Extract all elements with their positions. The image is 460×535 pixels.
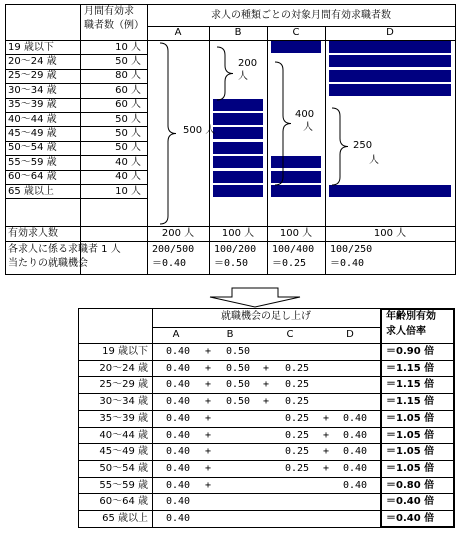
ratio-value: 100/400: [272, 244, 315, 255]
grid-line: [380, 343, 455, 344]
grid-line: [380, 443, 455, 444]
age-label: 45～49 歳: [8, 128, 57, 139]
grid-line: [78, 460, 380, 461]
plus-sign: +: [205, 363, 212, 374]
grid-line: [380, 477, 455, 478]
age-label: 65 歳以上: [102, 513, 148, 524]
brace-a-label: 500 人: [183, 125, 216, 136]
count-value: 40 人: [115, 171, 141, 182]
brace-d-label: 人: [369, 155, 379, 166]
age-label: 35～39 歳: [99, 413, 148, 424]
plus-sign: +: [323, 446, 330, 457]
column-header: B: [234, 27, 242, 38]
ratio-value: ＝0.40: [330, 258, 365, 269]
rate-value: ＝1.05 倍: [386, 430, 435, 441]
count-value: 50 人: [115, 128, 141, 139]
value-a: 0.40: [166, 379, 191, 390]
age-label: 65 歳以上: [8, 186, 54, 197]
value-a: 0.40: [166, 513, 191, 524]
value-c: 0.25: [285, 363, 310, 374]
grid-line: [78, 510, 380, 511]
grid-line: [78, 360, 380, 361]
brace-b-label: 200: [238, 58, 258, 69]
value-c: 0.25: [285, 430, 310, 441]
grid-line: [380, 410, 455, 411]
top-border: [78, 308, 380, 309]
value-c: 0.25: [285, 379, 310, 390]
value-b: 0.50: [226, 346, 251, 357]
ratio-value: ＝0.50: [214, 258, 249, 269]
ratio-label: 各求人に係る求職者 1 人: [8, 244, 121, 255]
grid-line: [380, 376, 455, 377]
effective-value: 200 人: [161, 228, 195, 239]
age-label: 50～54 歳: [99, 463, 148, 474]
age-label: 45～49 歳: [99, 446, 148, 457]
effective-value: 100 人: [279, 228, 313, 239]
plus-sign: +: [205, 463, 212, 474]
plus-sign: +: [323, 430, 330, 441]
value-a: 0.40: [166, 496, 191, 507]
count-value: 50 人: [115, 56, 141, 67]
age-label: 25～29 歳: [8, 70, 57, 81]
plus-sign: +: [205, 480, 212, 491]
rate-header: 年齢別有効: [386, 311, 436, 322]
grid-line: [78, 410, 380, 411]
age-label: 50～54 歳: [8, 142, 57, 153]
age-label: 60～64 歳: [8, 171, 57, 182]
grid-line: [152, 327, 380, 328]
value-a: 0.40: [166, 480, 191, 491]
age-label: 60～64 歳: [99, 496, 148, 507]
column-header: B: [226, 329, 234, 340]
value-d: 0.40: [343, 430, 368, 441]
value-d: 0.40: [343, 463, 368, 474]
brace-b-label: 人: [238, 71, 248, 82]
ratio-value: 200/500: [152, 244, 195, 255]
value-a: 0.40: [166, 446, 191, 457]
value-c: 0.25: [285, 446, 310, 457]
rate-header: 求人倍率: [386, 326, 426, 337]
rate-value: ＝1.15 倍: [386, 363, 435, 374]
column-header: A: [172, 329, 180, 340]
age-label: 19 歳以下: [102, 346, 148, 357]
value-a: 0.40: [166, 363, 191, 374]
age-label: 25～29 歳: [99, 379, 148, 390]
rate-value: ＝1.05 倍: [386, 446, 435, 457]
age-label: 30～34 歳: [8, 85, 57, 96]
grid-line: [78, 393, 380, 394]
value-a: 0.40: [166, 413, 191, 424]
rate-value: ＝1.05 倍: [386, 463, 435, 474]
count-value: 80 人: [115, 70, 141, 81]
age-label: 40～44 歳: [99, 430, 148, 441]
count-value: 60 人: [115, 99, 141, 110]
age-label: 55～59 歳: [99, 480, 148, 491]
value-a: 0.40: [166, 463, 191, 474]
value-a: 0.40: [166, 396, 191, 407]
header-title: 就職機会の足し上げ: [221, 311, 311, 322]
header-title: 求人の種類ごとの対象月間有効求職者数: [211, 10, 391, 21]
age-label: 30～34 歳: [99, 396, 148, 407]
age-label: 19 歳以下: [8, 42, 54, 53]
grid-line: [380, 360, 455, 361]
grid-line: [78, 427, 380, 428]
value-b: 0.50: [226, 379, 251, 390]
column-header: D: [346, 329, 354, 340]
age-label: 40～44 歳: [8, 114, 57, 125]
effective-label: 有効求人数: [8, 228, 58, 239]
header-count: 月間有効求: [84, 6, 134, 17]
grid-line: [78, 376, 380, 377]
ratio-value: ＝0.25: [272, 258, 307, 269]
count-value: 10 人: [115, 186, 141, 197]
value-c: 0.25: [285, 463, 310, 474]
grid-line: [78, 343, 380, 344]
grid-line: [380, 460, 455, 461]
plus-sign: +: [205, 446, 212, 457]
plus-sign: +: [205, 430, 212, 441]
effective-value: 100 人: [373, 228, 407, 239]
value-c: 0.25: [285, 413, 310, 424]
ratio-value: 100/200: [214, 244, 257, 255]
rate-value: ＝1.05 倍: [386, 413, 435, 424]
rate-value: ＝0.80 倍: [386, 480, 435, 491]
plus-sign: +: [323, 463, 330, 474]
rate-value: ＝0.40 倍: [386, 513, 435, 524]
grid-line: [380, 393, 455, 394]
plus-sign: +: [205, 346, 212, 357]
plus-sign: +: [263, 363, 270, 374]
effective-value: 100 人: [221, 228, 255, 239]
column-header: A: [174, 27, 182, 38]
age-label: 20～24 歳: [99, 363, 148, 374]
brace-c-label: 400: [295, 109, 315, 120]
plus-sign: +: [205, 413, 212, 424]
value-c: 0.25: [285, 396, 310, 407]
ratio-label: 当たりの就職機会: [8, 258, 88, 269]
count-value: 50 人: [115, 114, 141, 125]
rate-value: ＝0.40 倍: [386, 496, 435, 507]
ratio-value: 100/250: [330, 244, 373, 255]
grid-line: [380, 510, 455, 511]
value-b: 0.50: [226, 363, 251, 374]
column-header: C: [286, 329, 294, 340]
age-label: 20～24 歳: [8, 56, 57, 67]
value-a: 0.40: [166, 430, 191, 441]
grid-line: [78, 493, 380, 494]
rate-value: ＝1.15 倍: [386, 396, 435, 407]
rate-value: ＝1.15 倍: [386, 379, 435, 390]
value-a: 0.40: [166, 346, 191, 357]
header-count: 職者数（例）: [84, 20, 144, 31]
count-value: 10 人: [115, 42, 141, 53]
grid-line: [78, 477, 380, 478]
rate-value: ＝0.90 倍: [386, 346, 435, 357]
value-d: 0.40: [343, 480, 368, 491]
column-header: D: [386, 27, 394, 38]
value-d: 0.40: [343, 413, 368, 424]
plus-sign: +: [323, 413, 330, 424]
age-label: 55～59 歳: [8, 157, 57, 168]
value-b: 0.50: [226, 396, 251, 407]
plus-sign: +: [205, 379, 212, 390]
count-value: 40 人: [115, 157, 141, 168]
plus-sign: +: [263, 396, 270, 407]
ratio-value: ＝0.40: [152, 258, 187, 269]
bottom-border: [78, 527, 380, 528]
count-value: 60 人: [115, 85, 141, 96]
grid-line: [380, 493, 455, 494]
plus-sign: +: [205, 396, 212, 407]
brace-c-label: 人: [303, 122, 313, 133]
plus-sign: +: [263, 379, 270, 390]
grid-line: [380, 427, 455, 428]
age-label: 35～39 歳: [8, 99, 57, 110]
column-header: C: [292, 27, 300, 38]
grid-line: [78, 443, 380, 444]
value-d: 0.40: [343, 446, 368, 457]
count-value: 50 人: [115, 142, 141, 153]
brace-d-label: 250: [353, 140, 373, 151]
